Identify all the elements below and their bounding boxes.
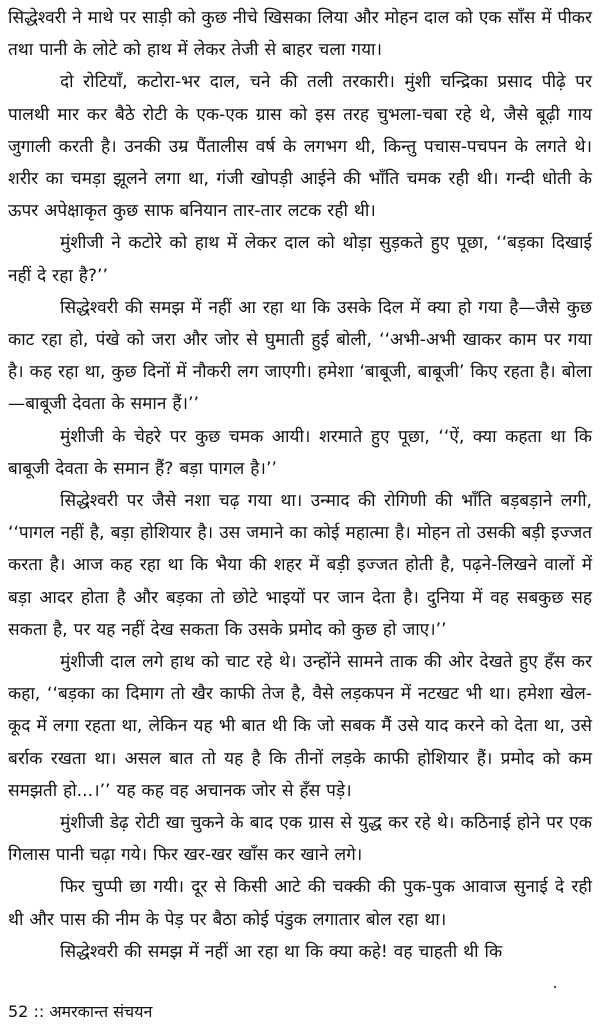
paragraph-2: दो रोटियाँ, कटोरा-भर दाल, चने की तली तरकारी। मुंशी चन्द्रिका प्रसाद पीढ़े पर पालथी मार कर बैठे रोटी के एक-एक ग्रास को इस तरह चुभला-चबा रहे थे, जैसे बूढ़ी गाय जुगाली करती है। उनकी उम्र पैंतालीस वर्ष के लगभग थी, किन्तु पचास-पचपन के लगते थे। शरीर का चमड़ा झूलने लगा था, गंजी खोपड़ी आईने की भाँति चमक रही थी। गन्दी धोती के ऊपर अपेक्षाकृत कुछ साफ बनियान तार-तार लटक रही थी।	[8, 72, 592, 222]
story-text	[8, 2, 592, 968]
paragraph-4: सिद्धेश्वरी की समझ में नहीं आ रहा था कि उसके दिल में क्या हो गया है—जैसे कुछ काट रहा हो, पंखे को जरा और जोर से घुमाती हुई बोली, ‘‘अभी-अभी खाकर काम पर गया है। कह रहा था, कुछ दिनों में नौकरी लग जाएगी। हमेशा ‘बाबूजी, बाबूजी’ किए रहता है। बोला—बाबूजी देवता के समान हैं।’’	[8, 297, 592, 415]
paragraph-8: मुंशीजी डेढ़ रोटी खा चुकने के बाद एक ग्रास से युद्ध कर रहे थे। कठिनाई होने पर एक गिलास पानी चढ़ा गये। फिर खर-खर खाँस कर खाने लगे।	[8, 813, 592, 866]
paragraph-10: सिद्धेश्वरी की समझ में नहीं आ रहा था कि क्या कहे! वह चाहती थी कि	[60, 941, 503, 962]
paragraph-5: मुंशीजी के चेहरे पर कुछ चमक आयी। शरमाते हुए पूछा, ‘‘ऐं, क्या कहता था कि बाबूजी देवता के समान हैं? बड़ा पागल है।’’	[8, 426, 592, 479]
paragraph-1: सिद्धेश्वरी ने माथे पर साड़ी को कुछ नीचे खिसका लिया और मोहन दाल को एक साँस में पीकर तथा पानी के लोटे को हाथ में लेकर तेजी से बाहर चला गया।	[8, 8, 592, 61]
paragraph-3: मुंशीजी ने कटोरे को हाथ में लेकर दाल को थोड़ा सुड़कते हुए पूछा, ‘‘बड़का दिखाई नहीं दे रहा है?’’	[8, 233, 592, 286]
print-speck	[554, 986, 556, 988]
paragraph-9: फिर चुप्पी छा गयी। दूर से किसी आटे की चक्की की पुक-पुक आवाज सुनाई दे रही थी और पास की नीम के पेड़ पर बैठा कोई पंडुक लगातार बोल रहा था।	[8, 877, 592, 930]
paragraph-6: सिद्धेश्वरी पर जैसे नशा चढ़ गया था। उन्माद की रोगिणी की भाँति बड़बड़ाने लगी, ‘‘पागल नहीं है, बड़ा होशियार है। उस जमाने का कोई महात्मा है। मोहन तो उसकी बड़ी इज्जत करता है। आज कह रहा था कि भैया की शहर में बड़ी इज्जत होती है, पढ़ने-लिखने वालों में बड़ा आदर होता है और बड़का तो छोटे भाइयों पर जान देता है। दुनिया में वह सबकुछ सह सकता है, पर यह नहीं देख सकता कि उसके प्रमोद को कुछ हो जाए।’’	[8, 491, 592, 640]
paragraph-7: मुंशीजी दाल लगे हाथ को चाट रहे थे। उन्होंने सामने ताक की ओर देखते हुए हँस कर कहा, ‘‘बड़का का दिमाग तो खैर काफी तेज है, वैसे लड़कपन में नटखट भी था। हमेशा खेल-कूद में लगा रहता था, लेकिन यह भी बात थी कि जो सबक मैं उसे याद करने को देता था, उसे बर्राक रखता था। असल बात तो यह है कि तीनों लड़के काफी होशियार हैं। प्रमोद को कम समझती हो...।’’ यह कह वह अचानक जोर से हँस पड़े।	[8, 652, 592, 801]
page-footer: 52 :: अमरकान्त संचयन	[8, 1002, 153, 1021]
